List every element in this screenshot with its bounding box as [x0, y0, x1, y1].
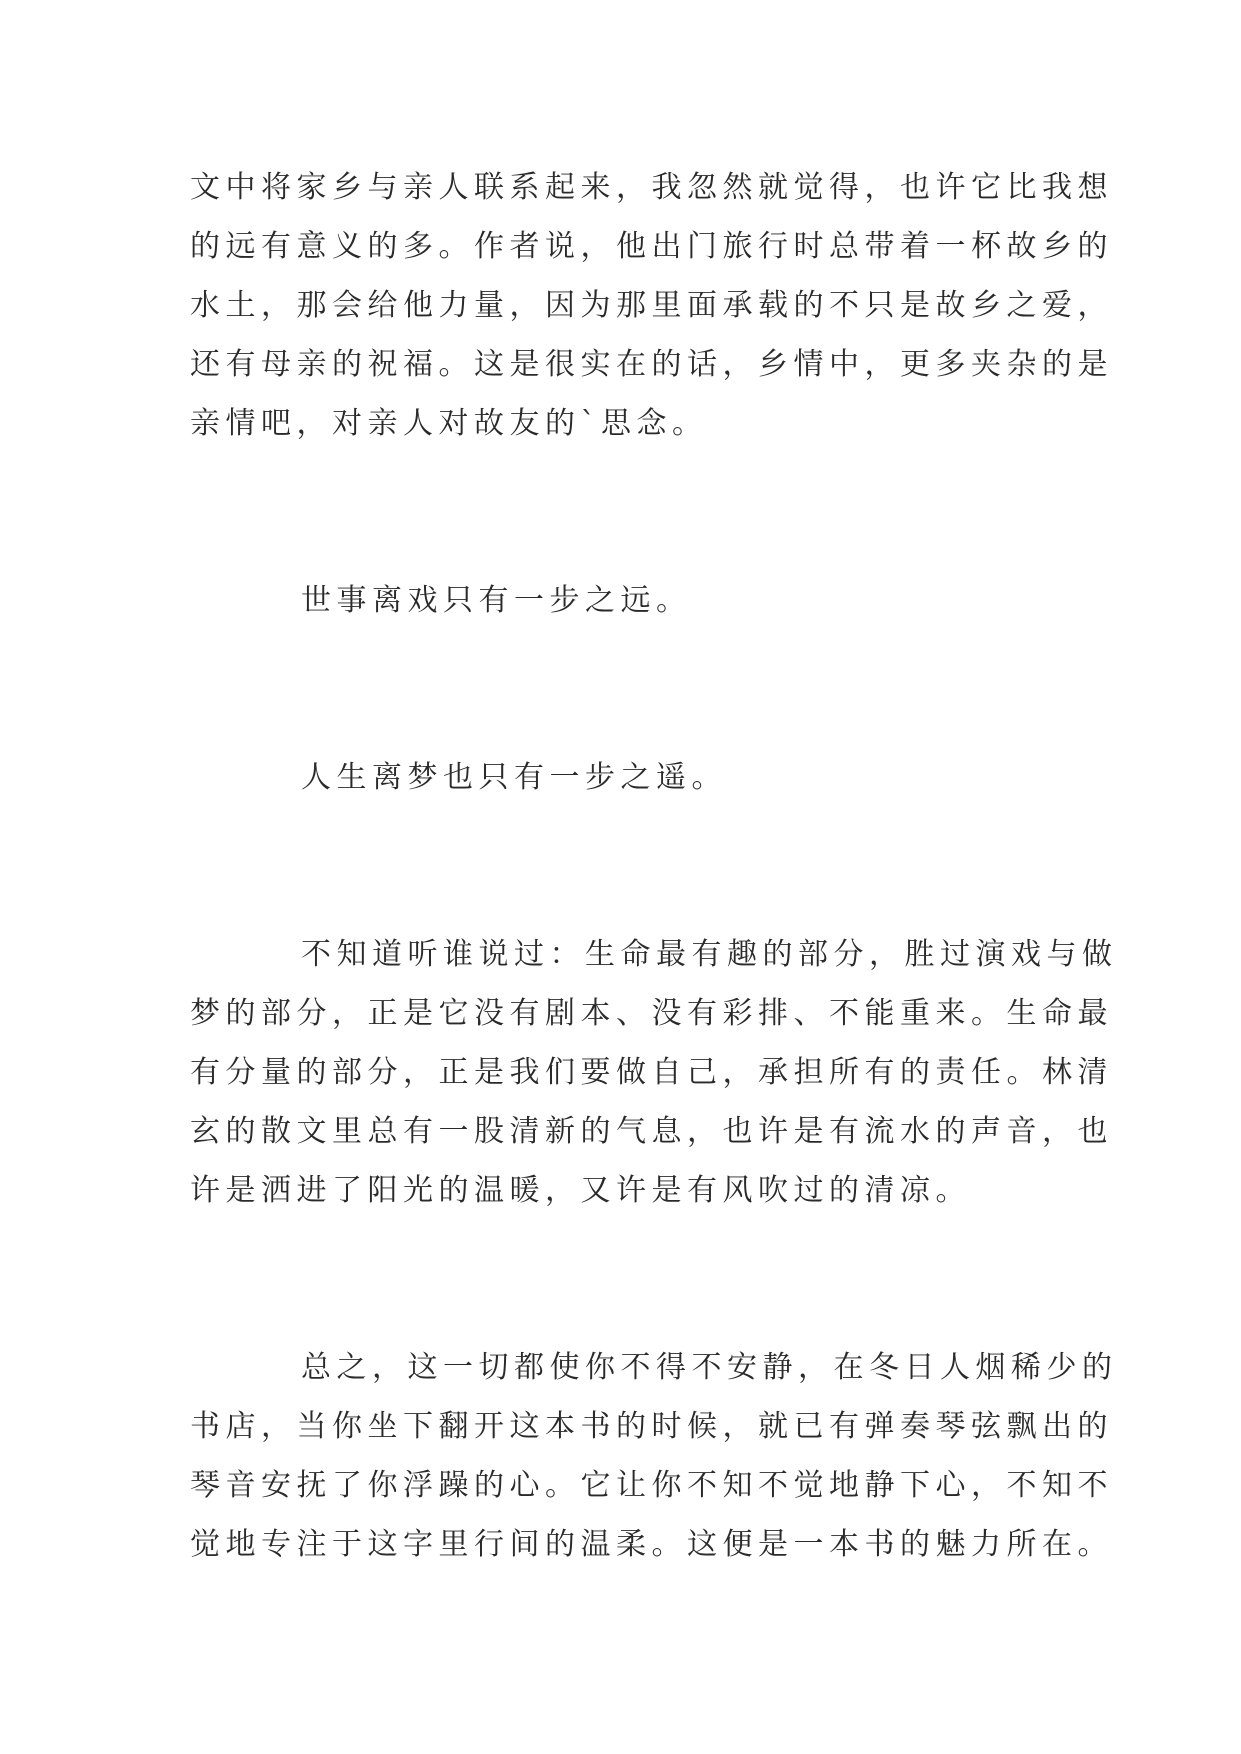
text-line: 还有母亲的祝福。这是很实在的话，乡情中，更多夹杂的是 [190, 347, 1113, 382]
text-line: 觉地专注于这字里行间的温柔。这便是一本书的魅力所在。 [190, 1527, 1113, 1562]
text-line: 亲情吧，对亲人对故友的`思念。 [190, 406, 708, 441]
text-line: 的远有意义的多。作者说，他出门旅行时总带着一杯故乡的 [190, 229, 1113, 264]
text-line: 世事离戏只有一步之远。 [301, 583, 692, 618]
text-line: 不知道听谁说过：生命最有趣的部分，胜过演戏与做 [301, 937, 1118, 972]
paragraph-life-dream [190, 748, 1070, 807]
text-line: 许是洒进了阳光的温暖，又许是有风吹过的清凉。 [190, 1173, 971, 1208]
text-line: 玄的散文里总有一股清新的气息，也许是有流水的声音，也 [190, 1114, 1113, 1149]
text-line: 有分量的部分，正是我们要做自己，承担所有的责任。林清 [190, 1055, 1113, 1090]
paragraph-world-drama [190, 571, 1070, 630]
document-body [190, 158, 1118, 1574]
text-line: 水土，那会给他力量，因为那里面承载的不只是故乡之爱， [190, 288, 1113, 323]
text-line: 梦的部分，正是它没有剧本、没有彩排、不能重来。生命最 [190, 996, 1113, 1031]
text-line: 书店，当你坐下翻开这本书的时候，就已有弹奏琴弦飘出的 [190, 1409, 1113, 1444]
text-line: 文中将家乡与亲人联系起来，我忽然就觉得，也许它比我想 [190, 170, 1113, 205]
text-line: 总之，这一切都使你不得不安静，在冬日人烟稀少的 [301, 1350, 1118, 1385]
paragraph-life-interesting [190, 925, 1118, 1220]
paragraph-book-charm [190, 1338, 1118, 1574]
text-line: 琴音安抚了你浮躁的心。它让你不知不觉地静下心，不知不 [190, 1468, 1113, 1503]
paragraph-hometown [190, 158, 1113, 453]
text-line: 人生离梦也只有一步之遥。 [301, 760, 727, 795]
